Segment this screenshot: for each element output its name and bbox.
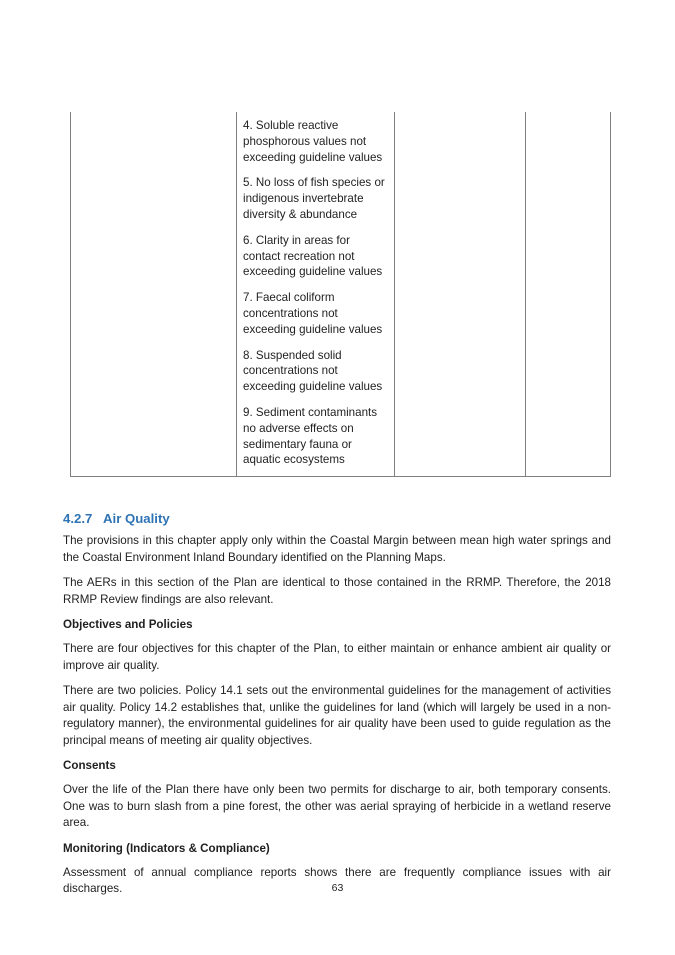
table-cell-empty: [526, 112, 611, 477]
table-cell-indicators: [237, 112, 395, 477]
subheading-consents: Consents: [63, 759, 116, 772]
indicator-item: 6. Clarity in areas for contact recreation not exceeding guideline values: [243, 233, 383, 279]
section-number: 4.2.7: [63, 511, 93, 526]
paragraph: The provisions in this chapter apply only within the Coastal Margin between mean high water springs and the Coastal Environment Inland Boundary identified on the Planning Maps.: [63, 534, 611, 564]
indicators-table-continued: [70, 112, 609, 477]
indicator-list: [237, 112, 394, 476]
indicators-table: [70, 112, 611, 477]
paragraph: Assessment of annual compliance reports shows there are frequently compliance issues with air discharges.: [63, 865, 611, 895]
indicator-item: 5. No loss of fish species or indigenous invertebrate diversity & abundance: [243, 176, 385, 221]
indicator-item: 9. Sediment contaminants no adverse effects on sedimentary fauna or aquatic ecosystems: [243, 405, 378, 467]
indicator-item: 4. Soluble reactive phosphorous values not exceeding guideline values: [243, 119, 383, 164]
page-number: 63: [331, 882, 344, 894]
indicator-item: 7. Faecal coliform concentrations not exceeding guideline values: [243, 291, 383, 336]
subheading-objectives: Objectives and Policies: [63, 618, 193, 631]
subheading-monitoring: Monitoring (Indicators & Compliance): [63, 841, 270, 855]
table-row: [71, 112, 611, 477]
air-quality-section: [63, 511, 611, 907]
paragraph: There are two policies. Policy 14.1 sets out the environmental guidelines for the management of activities air quality. Policy 14.2 establishes that, unlike the guidelines for land (which will largely be used in a non-regulatory manner), the environmental guidelines for air quality have been used to guide regulation as the principal means of meeting air quality objectives.: [63, 684, 611, 747]
section-title: Air Quality: [103, 511, 170, 526]
section-heading: [63, 511, 611, 527]
paragraph: Over the life of the Plan there have only been two permits for discharge to air, both temporary consents. One was to burn slash from a pine forest, the other was aerial spraying of herbicide in a wetland reserve area.: [63, 783, 611, 829]
paragraph: There are four objectives for this chapter of the Plan, to either maintain or enhance ambient air quality or improve air quality.: [63, 642, 611, 672]
table-cell-empty: [395, 112, 526, 477]
paragraph: The AERs in this section of the Plan are identical to those contained in the RRMP. Therefore, the 2018 RRMP Review findings are also relevant.: [63, 576, 611, 606]
table-cell-empty: [71, 112, 237, 477]
indicator-item: 8. Suspended solid concentrations not exceeding guideline values: [243, 348, 383, 394]
